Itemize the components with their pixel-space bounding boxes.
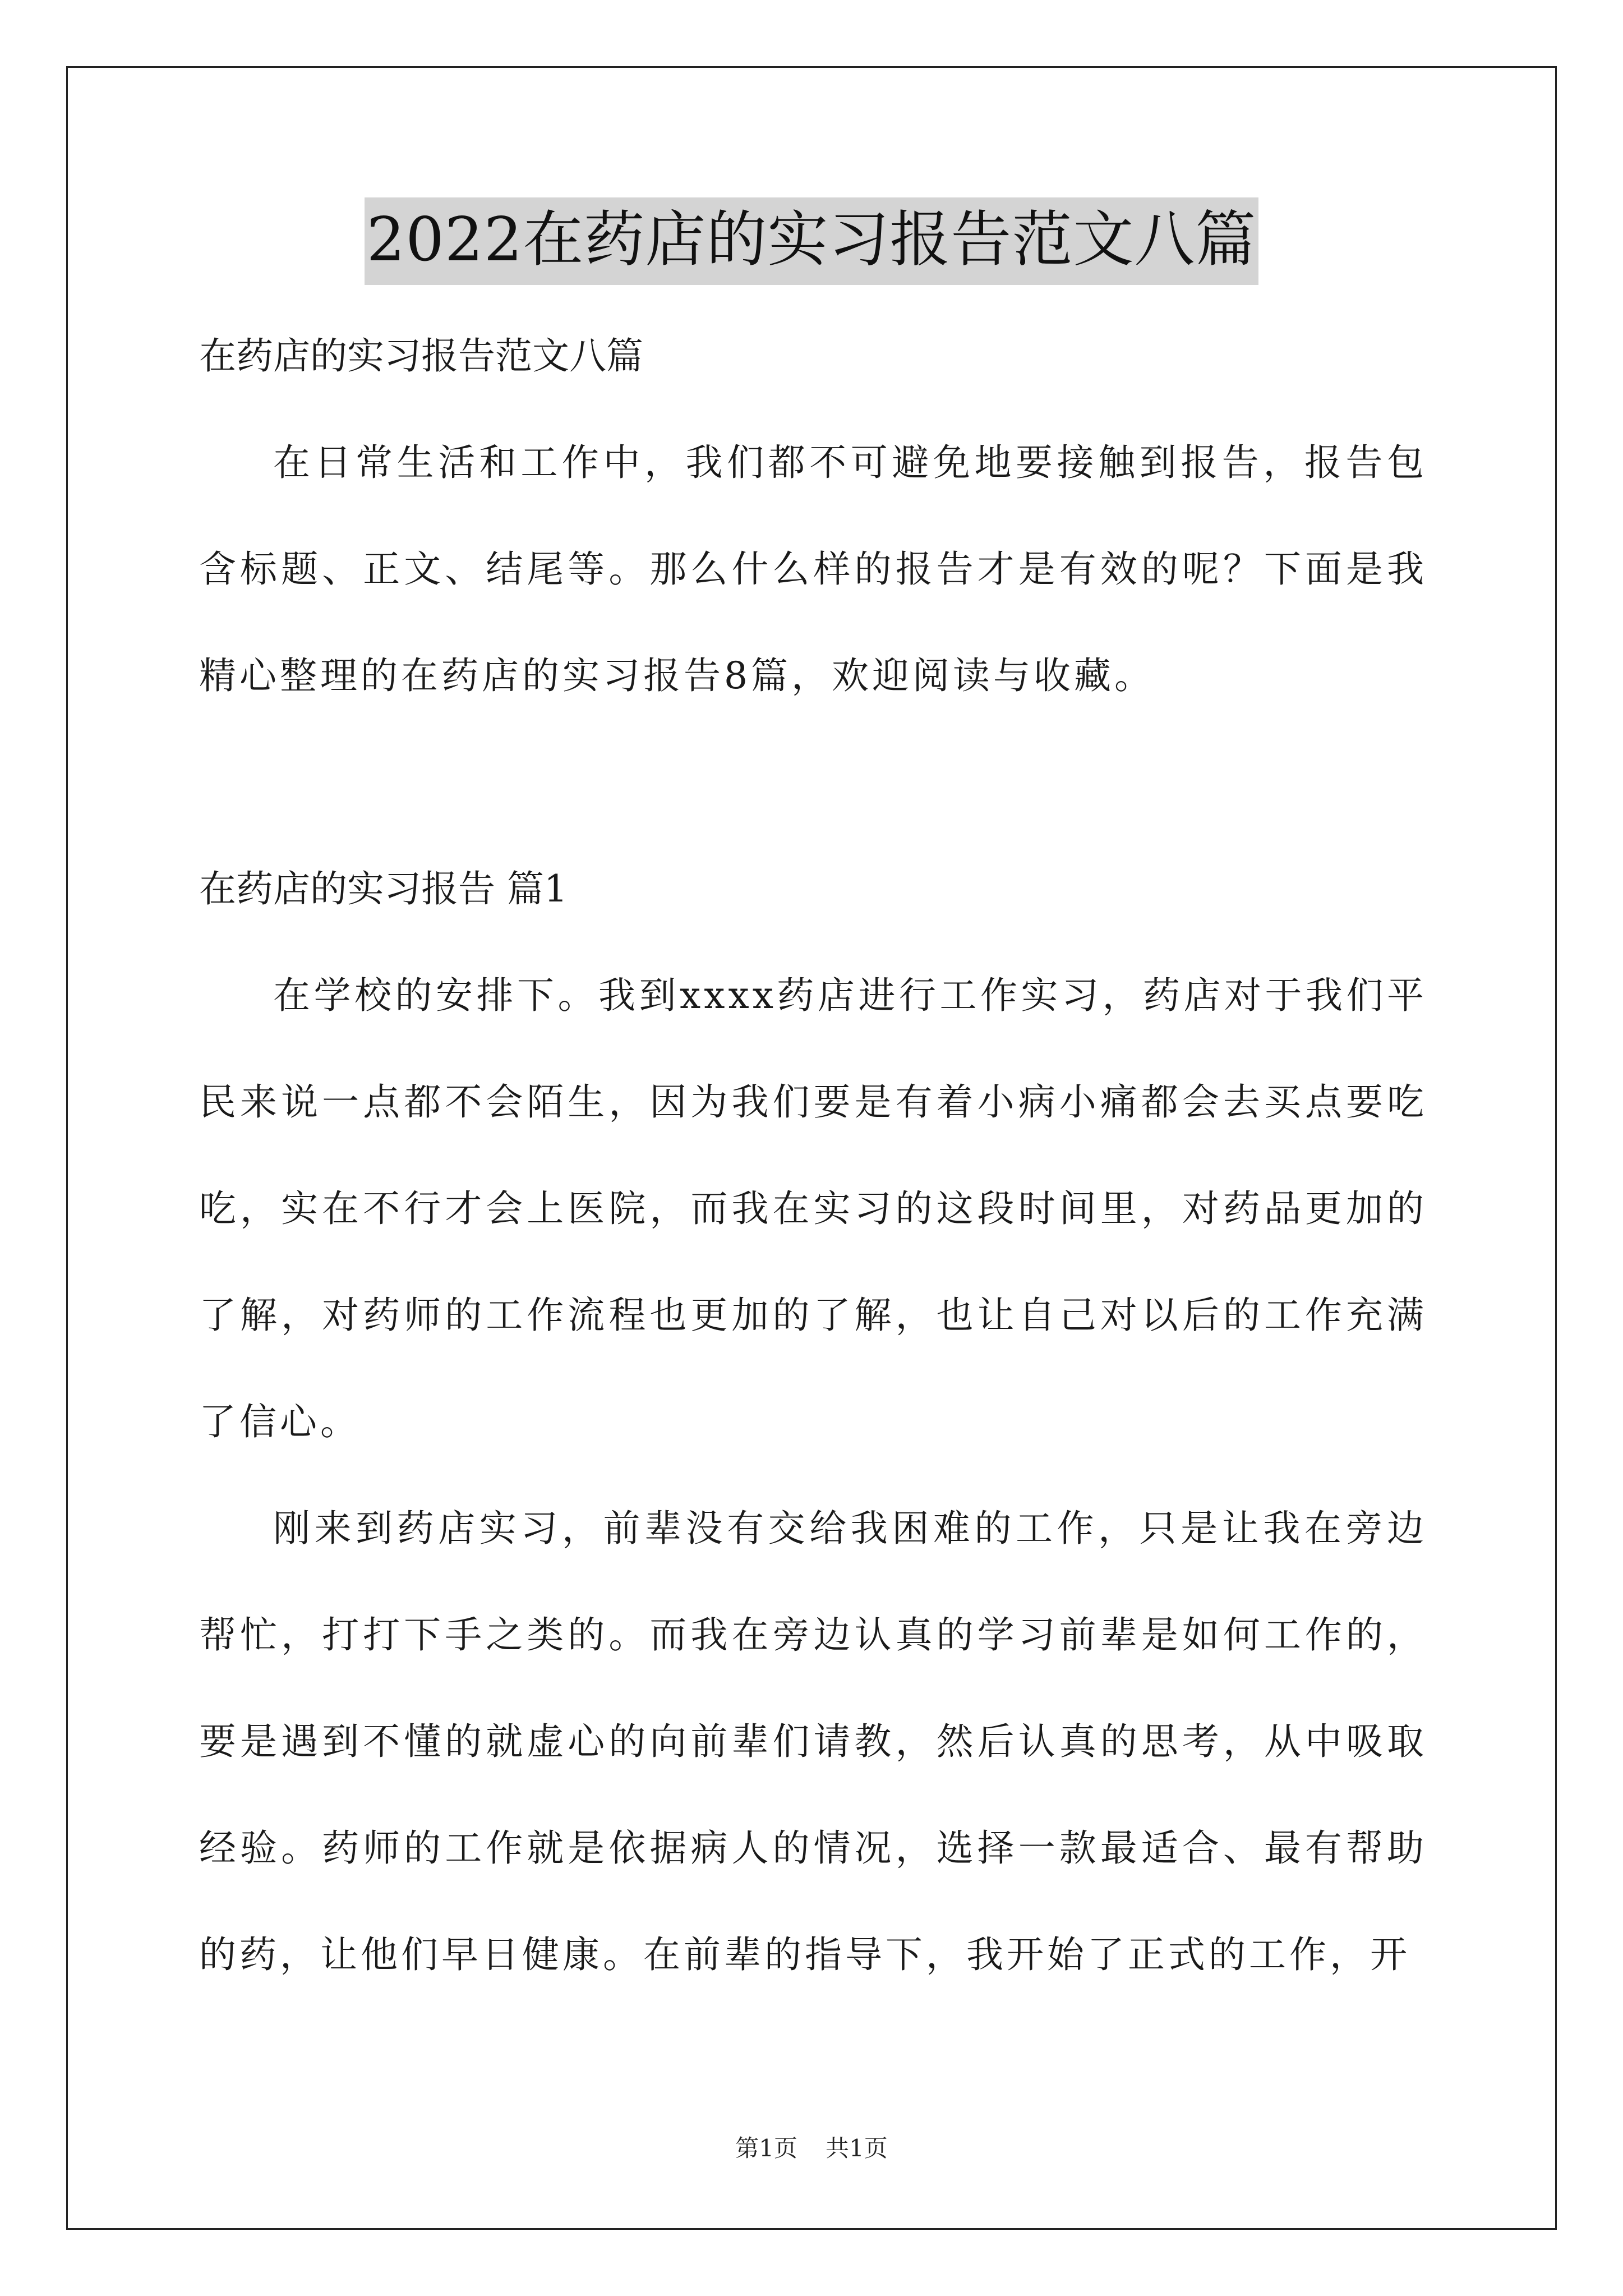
body-paragraph: 刚来到药店实习，前辈没有交给我困难的工作，只是让我在旁边帮忙，打打下手之类的。而我在旁边认真的学习前辈是如何工作的，要是遇到不懂的就虚心的向前辈们请教，然后认真的思考，从中吸取经验。药师的工作就是依据病人的情况，选择一款最适合、最有帮助的药，让他们早日健康。在前辈的指导下，我开始了正式的工作，开 [199,1507,1427,1976]
title-container [0,197,1623,285]
document-subtitle: 在药店的实习报告范文八篇 [199,334,643,378]
page-footer [0,2132,1623,2165]
section-heading: 在药店的实习报告 篇1 [199,867,568,910]
page-number-total: 共1页 [826,2134,888,2162]
document-title: 2022在药店的实习报告范文八篇 [365,197,1259,285]
page-number-current: 第1页 [735,2134,797,2162]
intro-paragraph: 在日常生活和工作中，我们都不可避免地要接触到报告，报告包含标题、正文、结尾等。那么什么样的报告才是有效的呢？下面是我精心整理的在药店的实习报告8篇，欢迎阅读与收藏。 [199,441,1427,697]
document-body [199,303,1427,2008]
body-paragraph: 在学校的安排下。我到xxxx药店进行工作实习，药店对于我们平民来说一点都不会陌生，因为我们要是有着小病小痛都会去买点要吃吃，实在不行才会上医院，而我在实习的这段时间里，对药品更加的了解，对药师的工作流程也更加的了解，也让自己对以后的工作充满了信心。 [199,974,1427,1443]
